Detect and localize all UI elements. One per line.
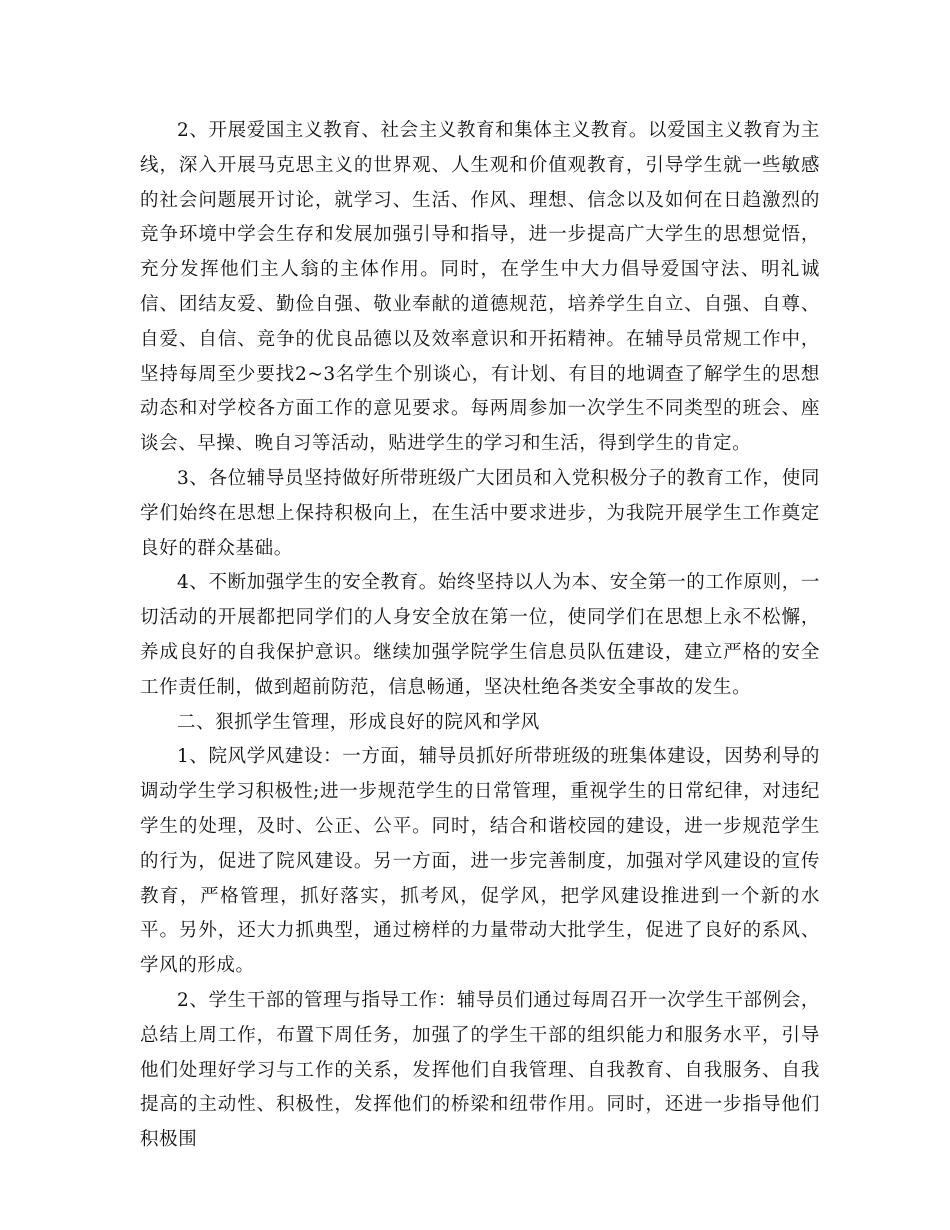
section-heading-management: 二、狠抓学生管理，形成良好的院风和学风: [177, 711, 540, 733]
paragraph-study-style: 1、院风学风建设：一方面，辅导员抓好所带班级的班集体建设，因势利导的调动学生学习积极性;进一步规范学生的日常管理，重视学生的日常纪律，对违纪学生的处理，及时、公正、公平。同时，结合和谐校园的建设，进一步规范学生的行为，促进了院风建设。另一方面，进一步完善制度，加强对学风建设的宣传教育，严格管理，抓好落实，抓考风，促学风，把学风建设推进到一个新的水平。另外，还大力抓典型，通过榜样的力量带动大批学生，促进了良好的系风、学风的形成。: [140, 746, 820, 977]
document-body: [140, 114, 820, 1158]
paragraph-safety-education: 4、不断加强学生的安全教育。始终坚持以人为本、安全第一的工作原则，一切活动的开展都把同学们的人身安全放在第一位，使同学们在思想上永不松懈，养成良好的自我保护意识。继续加强学院学生信息员队伍建设，建立严格的安全工作责任制，做到超前防范，信息畅通，坚决杜绝各类安全事故的发生。: [140, 572, 820, 698]
paragraph-student-cadres: 2、学生干部的管理与指导工作：辅导员们通过每周召开一次学生干部例会，总结上周工作，布置下周任务，加强了的学生干部的组织能力和服务水平，引导他们处理好学习与工作的关系，发挥他们自我管理、自我教育、自我服务、自我提高的主动性、积极性，发挥他们的桥梁和纽带作用。同时，还进一步指导他们积极围: [140, 989, 820, 1151]
paragraph-patriotic-education: 2、开展爱国主义教育、社会主义教育和集体主义教育。以爱国主义教育为主线，深入开展马克思主义的世界观、人生观和价值观教育，引导学生就一些敏感的社会问题展开讨论，就学习、生活、作风、理想、信念以及如何在日趋激烈的竞争环境中学会生存和发展加强引导和指导，进一步提高广大学生的思想觉悟，充分发挥他们主人翁的主体作用。同时，在学生中大力倡导爱国守法、明礼诚信、团结友爱、勤俭自强、敬业奉献的道德规范，培养学生自立、自强、自尊、自爱、自信、竞争的优良品德以及效率意识和开拓精神。在辅导员常规工作中，坚持每周至少要找2~3名学生个别谈心，有计划、有目的地调查了解学生的思想动态和对学校各方面工作的意见要求。每两周参加一次学生不同类型的班会、座谈会、早操、晚自习等活动，贴进学生的学习和生活，得到学生的肯定。: [140, 120, 820, 455]
paragraph-league-members: 3、各位辅导员坚持做好所带班级广大团员和入党积极分子的教育工作，使同学们始终在思想上保持积极向上，在生活中要求进步，为我院开展学生工作奠定良好的群众基础。: [140, 467, 820, 559]
